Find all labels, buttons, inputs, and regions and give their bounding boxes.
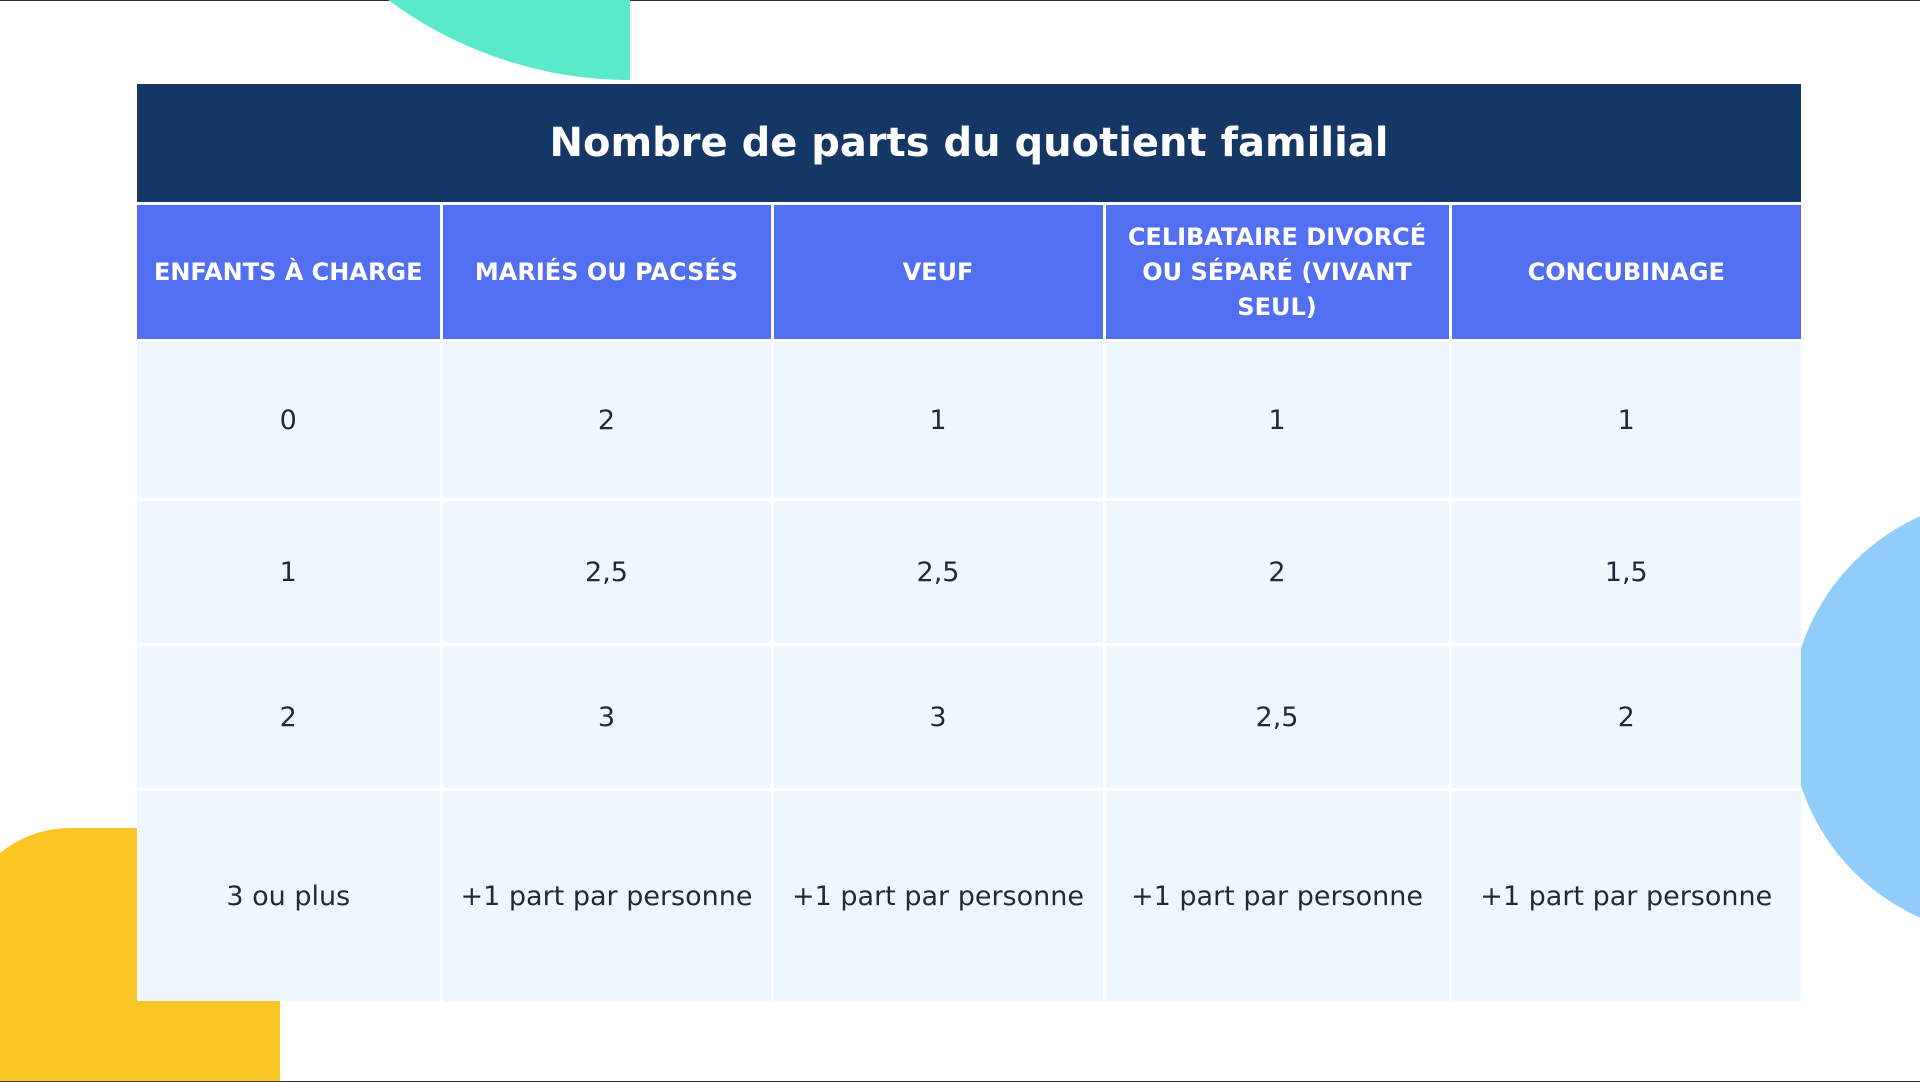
table-cell: 2,5	[1104, 645, 1450, 790]
table-row	[137, 500, 1801, 645]
table-cell: 2	[441, 341, 772, 500]
table-cell: +1 part par personne	[1450, 790, 1801, 1002]
column-header-veuf: VEUF	[772, 205, 1104, 341]
column-header-maries: MARIÉS OU PACSÉS	[441, 205, 772, 341]
table-cell: 1	[137, 500, 441, 645]
column-header-concubinage: CONCUBINAGE	[1450, 205, 1801, 341]
table-cell: +1 part par personne	[772, 790, 1104, 1002]
table-title: Nombre de parts du quotient familial	[137, 84, 1801, 202]
table-cell: +1 part par personne	[441, 790, 772, 1002]
table-cell: 1	[1450, 341, 1801, 500]
table-cell: 0	[137, 341, 441, 500]
table-row	[137, 790, 1801, 1002]
table-cell: 3	[441, 645, 772, 790]
quotient-table	[137, 205, 1801, 1001]
decorative-blue-circle	[1790, 497, 1920, 937]
decorative-teal-shape	[225, 0, 630, 80]
table-cell: +1 part par personne	[1104, 790, 1450, 1002]
table-row	[137, 645, 1801, 790]
table-cell: 2,5	[772, 500, 1104, 645]
quotient-table-container	[137, 84, 1801, 1001]
table-cell: 1,5	[1450, 500, 1801, 645]
table-cell: 2	[137, 645, 441, 790]
table-cell: 1	[1104, 341, 1450, 500]
table-row	[137, 341, 1801, 500]
column-header-enfants: ENFANTS À CHARGE	[137, 205, 441, 341]
table-cell: 1	[772, 341, 1104, 500]
table-cell: 2	[1450, 645, 1801, 790]
column-header-celibataire: CELIBATAIRE DIVORCÉ OU SÉPARÉ (VIVANT SEUL)	[1104, 205, 1450, 341]
table-cell: 3	[772, 645, 1104, 790]
header-row	[137, 205, 1801, 341]
top-border	[0, 0, 1920, 1]
table-cell: 2	[1104, 500, 1450, 645]
table-cell: 3 ou plus	[137, 790, 441, 1002]
table-cell: 2,5	[441, 500, 772, 645]
